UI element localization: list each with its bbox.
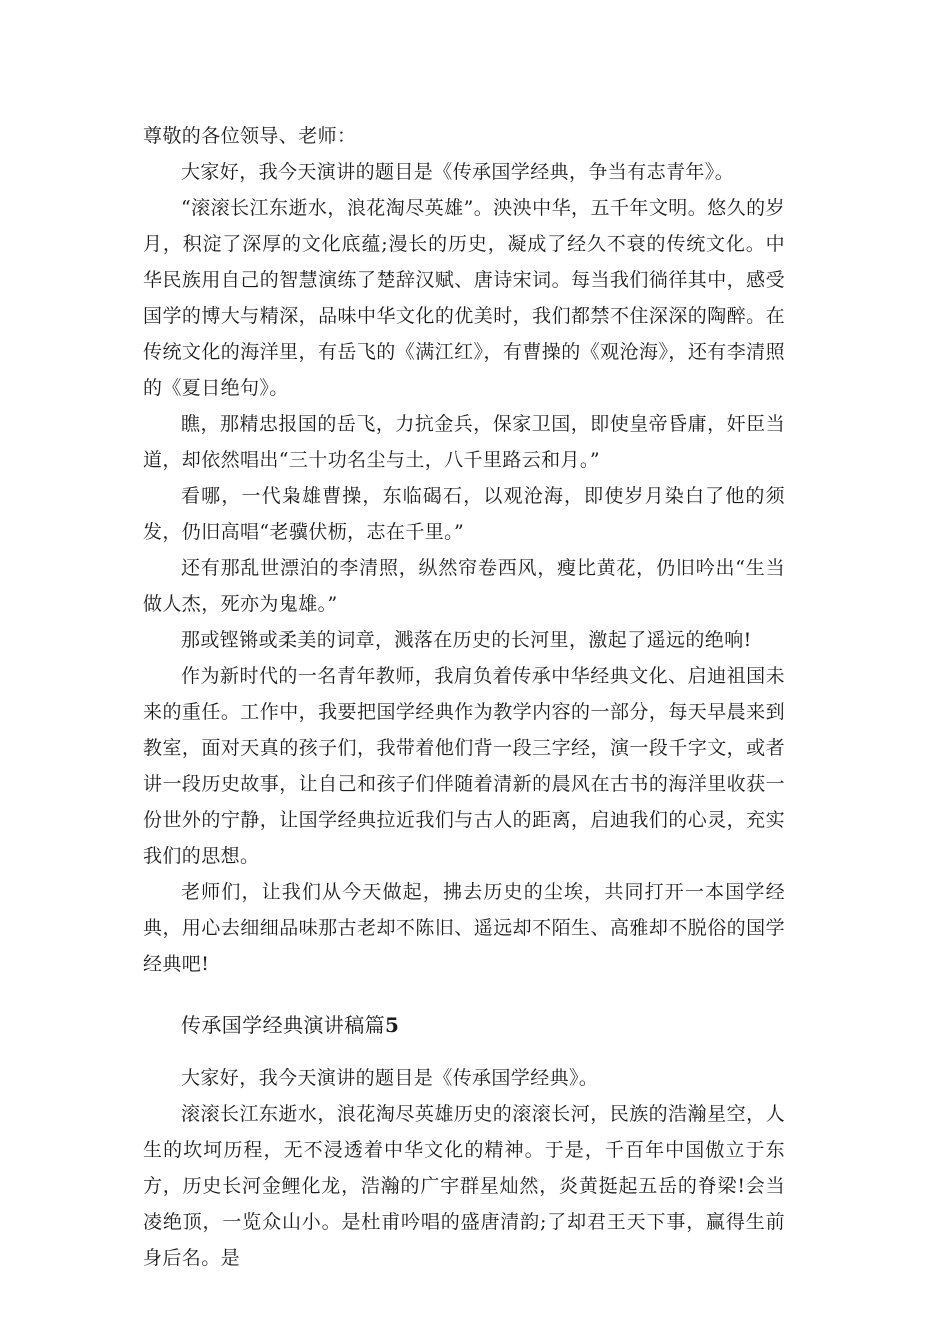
paragraph: 滚滚长江东逝水，浪花淘尽英雄历史的滚滚长河，民族的浩瀚星空，人生的坎坷历程，无不浸透着中华文化的精神。于是，千百年中国傲立于东方，历史长河金鲤化龙，浩瀚的广宇群星灿然，炎黄挺起五岳的脊梁!会当凌绝顶，一览众山小。是杜甫吟唱的盛唐清韵;了却君王天下事，赢得生前身后名。是 xyxy=(143,1103,785,1269)
paragraph: 作为新时代的一名青年教师，我肩负着传承中华经典文化、启迪祖国未来的重任。工作中，我要把国学经典作为教学内容的一部分，每天早晨来到教室，面对天真的孩子们，我带着他们背一段三字经，演一段千字文，或者讲一段历史故事，让自己和孩子们伴随着清新的晨风在古书的海洋里收获一份世外的宁静，让国学经典拉近我们与古人的距离，启迪我们的心灵，充实我们的思想。 xyxy=(143,665,785,867)
section-heading-number: 5 xyxy=(385,1013,400,1037)
section-heading xyxy=(143,1008,785,1042)
paragraph: “滚滚长江东逝水，浪花淘尽英雄”。泱泱中华，五千年文明。悠久的岁月，积淀了深厚的文化底蕴;漫长的历史，凝成了经久不衰的传统文化。中华民族用自己的智慧演练了楚辞汉赋、唐诗宋词。每当我们徜徉其中，感受国学的博大与精深，品味中华文化的优美时，我们都禁不住深深的陶醉。在传统文化的海洋里，有岳飞的《满江红》，有曹操的《观沧海》，还有李清照的《夏日绝句》。 xyxy=(143,197,785,399)
salutation: 尊敬的各位领导、老师： xyxy=(143,125,357,147)
paragraph: 瞧，那精忠报国的岳飞，力抗金兵，保家卫国，即使皇帝昏庸，奸臣当道，却依然唱出“三十功名尘与土，八千里路云和月。” xyxy=(143,413,785,471)
section-heading-text: 传承国学经典演讲稿篇 xyxy=(181,1013,385,1037)
paragraph: 还有那乱世漂泊的李清照，纵然帘卷西风，瘦比黄花，仍旧吟出“生当做人杰，死亦为鬼雄。” xyxy=(143,557,785,615)
paragraph: 老师们，让我们从今天做起，拂去历史的尘埃，共同打开一本国学经典，用心去细细品味那古老却不陈旧、遥远却不陌生、高雅却不脱俗的国学经典吧! xyxy=(143,881,785,975)
document-page xyxy=(143,118,785,1276)
paragraph: 大家好，我今天演讲的题目是《传承国学经典》。 xyxy=(181,1067,599,1089)
paragraph: 大家好，我今天演讲的题目是《传承国学经典，争当有志青年》。 xyxy=(181,161,735,183)
paragraph: 看哪，一代枭雄曹操，东临碣石，以观沧海，即使岁月染白了他的须发，仍旧高唱“老骥伏枥，志在千里。” xyxy=(143,485,785,543)
paragraph: 那或铿锵或柔美的词章，溅落在历史的长河里，激起了遥远的绝响! xyxy=(181,629,752,651)
